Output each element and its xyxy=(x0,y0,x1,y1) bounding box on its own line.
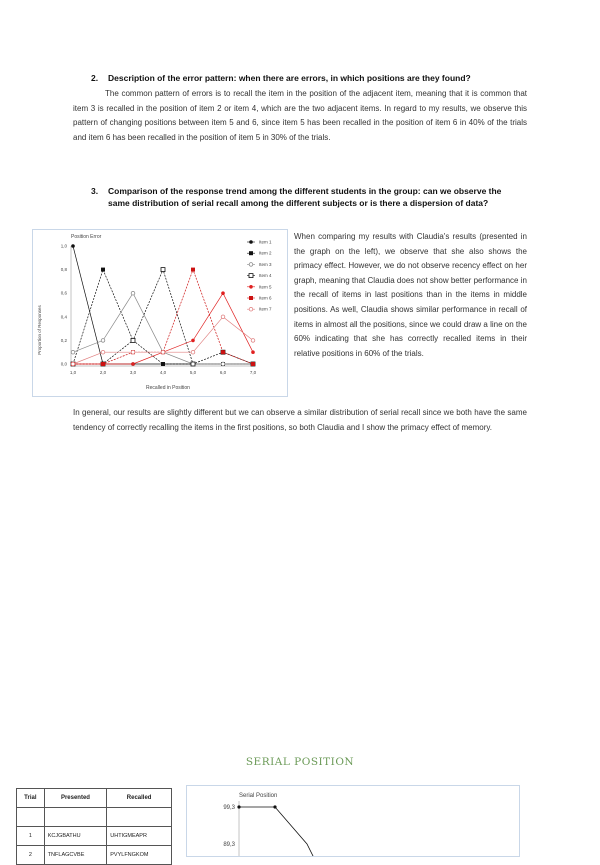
table-cell xyxy=(44,808,107,827)
table-cell xyxy=(107,808,172,827)
legend-label: Item 2 xyxy=(259,250,272,256)
chart-series-lines xyxy=(71,244,255,366)
chart-data-point xyxy=(131,338,135,342)
section-3-heading-line1: Comparison of the response trend among the different students in the group: can we observe the xyxy=(108,186,502,196)
chart-data-point xyxy=(221,362,225,366)
chart-data-point xyxy=(221,315,225,319)
table-row xyxy=(17,846,172,865)
chart-y-tick-label: 0,2 xyxy=(60,337,67,343)
chart-data-point xyxy=(251,350,255,354)
chart-data-point xyxy=(71,362,75,366)
chart-y-tick-label: 1,0 xyxy=(60,243,67,249)
legend-label: Item 6 xyxy=(259,295,272,301)
chart-x-tick-label: 6,0 xyxy=(219,370,227,375)
table-cell: TNFLAGCVBE xyxy=(44,846,107,865)
chart-x-tick-label: 1,0 xyxy=(69,370,77,375)
serial-data-point xyxy=(273,805,276,808)
chart-axes xyxy=(61,244,257,376)
chart-data-point xyxy=(71,350,75,354)
table-header-row xyxy=(17,789,172,808)
chart-data-point xyxy=(101,339,105,343)
section-3-side-paragraph: When comparing my results with Claudia's results (presented in the graph on the left), we observe that she also shows the primacy effect. However, we do not observe recency effect on her graph, meaning that Claudia does not show better performance in the recall of items in last positions than in the items in middle positions. As well, Claudia shows similar performance in recall of items in almost all the positions, since we could draw a line on the 60% indicating that she has correctly recalled items in their relative positions in 60% of the trials. xyxy=(294,232,528,358)
table-row xyxy=(17,808,172,827)
legend-marker xyxy=(249,251,253,255)
position-error-chart xyxy=(32,229,288,397)
chart-x-axis-label: Recalled in Position xyxy=(146,385,190,391)
chart-y-tick-label: 0,8 xyxy=(60,267,67,273)
serial-chart-y-tick-label: 89,3 xyxy=(223,842,235,848)
table-header-trial: Trial xyxy=(17,789,45,808)
chart-x-tick-label: 5,0 xyxy=(189,370,197,375)
chart-data-point xyxy=(191,350,195,354)
table-cell: 1 xyxy=(17,827,45,846)
table-row xyxy=(17,827,172,846)
position-error-chart-svg xyxy=(33,230,287,396)
table-cell: UHTIGMEAPR xyxy=(107,827,172,846)
chart-x-tick-label: 7,0 xyxy=(249,370,257,375)
serial-chart-series xyxy=(237,805,315,856)
legend-marker xyxy=(249,285,253,289)
chart-data-point xyxy=(101,268,105,272)
section-2-number: 2. xyxy=(91,73,99,83)
chart-title: Position Error xyxy=(71,234,102,240)
chart-data-point xyxy=(131,362,135,366)
section-3-heading-line2: same distribution of serial recall among the different subjects or is there a dispersion of data? xyxy=(108,198,489,208)
chart-y-tick-label: 0,4 xyxy=(60,314,67,320)
table-cell: PVYLFNGKOM xyxy=(107,846,172,865)
chart-data-point xyxy=(191,362,195,366)
chart-series-line xyxy=(73,246,253,364)
chart-data-point xyxy=(161,350,165,354)
chart-series-line xyxy=(73,270,253,364)
chart-y-tick-label: 0,0 xyxy=(60,361,67,367)
serial-series-line xyxy=(239,807,315,856)
table-cell: KCJGBATHU xyxy=(44,827,107,846)
serial-chart-y-tick-label: 99,3 xyxy=(223,805,235,811)
legend-label: Item 3 xyxy=(259,261,272,267)
legend-marker xyxy=(249,263,253,267)
legend-marker xyxy=(249,307,253,311)
section-2-heading xyxy=(91,72,531,84)
chart-series-line xyxy=(73,270,253,364)
chart-data-point xyxy=(161,362,165,366)
chart-data-point xyxy=(101,362,105,366)
chart-data-point xyxy=(251,362,255,366)
section-2-heading-text: Description of the error pattern: when there are errors, in which positions are they found? xyxy=(108,73,471,83)
chart-x-tick-label: 4,0 xyxy=(159,370,167,375)
table-cell xyxy=(17,808,45,827)
legend-label: Item 5 xyxy=(259,284,272,290)
chart-x-tick-label: 3,0 xyxy=(129,370,137,375)
trials-table xyxy=(16,788,172,865)
table-header-presented: Presented xyxy=(44,789,107,808)
serial-chart-title: Serial Position xyxy=(239,793,278,799)
chart-x-tick-label: 2,0 xyxy=(99,370,107,375)
legend-label: Item 7 xyxy=(259,306,272,312)
chart-data-point xyxy=(161,268,165,272)
chart-data-point xyxy=(191,339,195,343)
legend-marker xyxy=(249,240,253,244)
serial-position-chart xyxy=(186,785,520,857)
legend-marker xyxy=(249,274,253,278)
legend-label: Item 4 xyxy=(259,273,272,279)
legend-marker xyxy=(249,296,253,300)
chart-data-point xyxy=(221,350,225,354)
chart-data-point xyxy=(191,268,195,272)
chart-data-point xyxy=(101,350,105,354)
chart-data-point xyxy=(131,350,135,354)
serial-position-chart-svg xyxy=(187,786,519,856)
section-3-heading xyxy=(91,185,531,209)
chart-series-line xyxy=(73,270,253,364)
section-3-conclusion: In general, our results are slightly different but we can observe a similar distribution of serial recall since we both have the same tendency of correctly recalling the items in the first positions, so both Claudia and I show the primacy effect of memory. xyxy=(73,408,527,432)
serial-data-point xyxy=(237,805,240,808)
chart-data-point xyxy=(221,291,225,295)
serial-position-title: SERIAL POSITION xyxy=(245,756,355,768)
chart-series-line xyxy=(73,317,253,364)
chart-data-point xyxy=(131,291,135,295)
chart-y-tick-label: 0,6 xyxy=(60,290,67,296)
section-2-paragraph-text: The common pattern of errors is to recall the item in the position of the adjacent item, meaning that it is common that item 3 is recalled in the position of item 2 or item 4, which are the two adjacent items. In regard to my results, we observe this pattern of changing positions between item 5 and 6, since item 5 has been recalled in the position of item 6 in 40% of the trials and item 6 has been recalled in the position of item 5 in 30% of the trials. xyxy=(73,89,527,142)
table-cell: 2 xyxy=(17,846,45,865)
section-3-number: 3. xyxy=(91,186,99,196)
legend-label: Item 1 xyxy=(259,239,272,245)
table-header-recalled: Recalled xyxy=(107,789,172,808)
chart-data-point xyxy=(251,339,255,343)
chart-legend xyxy=(247,240,272,312)
chart-y-axis-label: Proportion of Responses xyxy=(37,305,42,355)
section-2-paragraph xyxy=(73,87,527,145)
chart-data-point xyxy=(71,244,75,248)
